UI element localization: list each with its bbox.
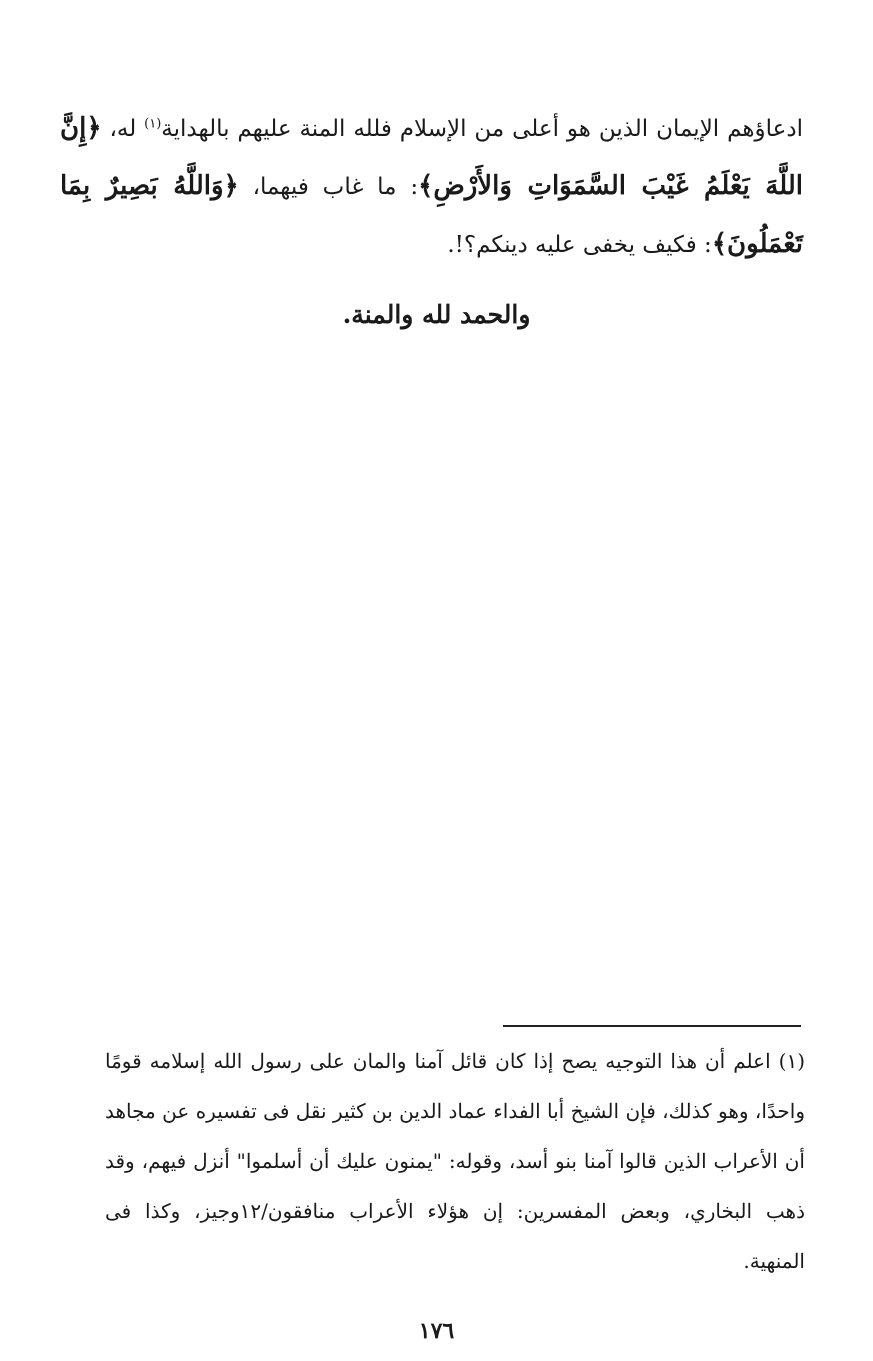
quran-verse-1: ﴿إِنَّ اللَّهَ يَعْلَمُ غَيْبَ السَّمَوَاتِ وَالأَرْضِ﴾ xyxy=(60,113,803,201)
text-end: : فكيف يخفى عليه دينكم؟!. xyxy=(447,232,712,258)
page-number: ١٧٦ xyxy=(418,1318,455,1344)
text-after-marker: له، xyxy=(101,116,145,142)
quran-verse-2: ﴿وَاللَّهُ بَصِيرٌ بِمَا تَعْمَلُونَ﴾ xyxy=(60,171,803,259)
footnote-divider xyxy=(503,1025,801,1027)
text-mid: : ما غاب فيهما، xyxy=(238,174,419,200)
main-paragraph xyxy=(60,100,803,274)
footnote-text: (١) اعلم أن هذا التوجيه يصح إذا كان قائل آمنا والمان على رسول الله إسلامه قومًا واحدًا، وهو كذلك، فإن الشيخ أبا الفداء عماد الدين بن كثير نقل فى تفسيره عن مجاهد أن الأعراب الذين قالوا آمنا بنو أسد، وقوله: "يمنون عليك أن أسلموا" أنزل فيهم، وقد ذهب البخاري، وبعض المفسرين: إن هؤلاء الأعراب منافقون/١٢وجيز، وكذا فى المنهية. xyxy=(105,1049,805,1273)
text-before: ادعاؤهم الإيمان الذين هو أعلى من الإسلام فلله المنة عليهم بالهداية xyxy=(161,116,804,142)
footnote-marker[interactable]: (١) xyxy=(144,116,162,132)
closing-line: والحمد لله والمنة. xyxy=(342,300,531,329)
